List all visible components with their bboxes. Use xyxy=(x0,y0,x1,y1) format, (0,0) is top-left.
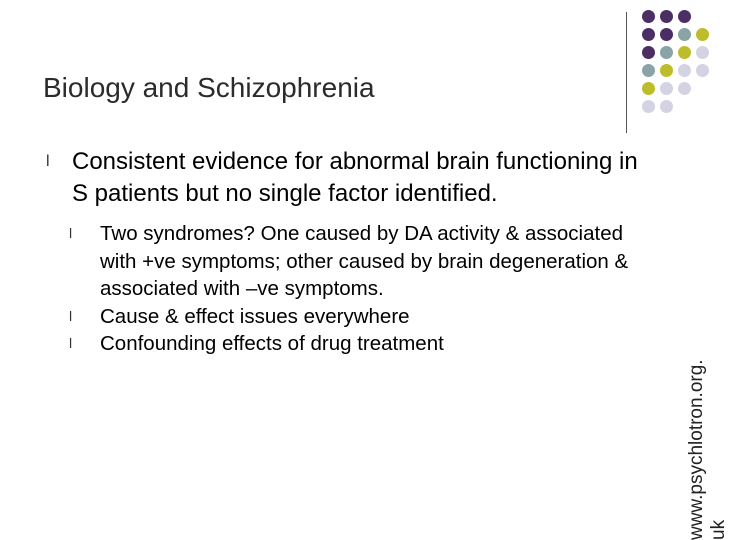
decorative-dot xyxy=(642,100,655,113)
sub-bullet xyxy=(69,330,660,358)
main-bullet xyxy=(46,146,656,210)
decorative-dot-grid xyxy=(638,10,728,140)
decorative-dot xyxy=(660,82,673,95)
website-side-text-line2: uk xyxy=(708,519,729,540)
sub-bullet xyxy=(69,220,660,303)
decorative-dot xyxy=(678,64,691,77)
website-side-text-line1: www.psychlotron.org. xyxy=(686,359,707,540)
decorative-dot xyxy=(696,46,709,59)
decorative-divider xyxy=(626,12,627,133)
decorative-dot xyxy=(642,46,655,59)
bullet-marker: l xyxy=(46,153,50,170)
decorative-dot xyxy=(660,28,673,41)
bullet-marker: l xyxy=(69,307,73,324)
decorative-dot xyxy=(678,46,691,59)
decorative-dot xyxy=(642,28,655,41)
bullet-marker: l xyxy=(69,225,73,241)
decorative-dot xyxy=(660,46,673,59)
decorative-dot xyxy=(660,100,673,113)
decorative-dot xyxy=(678,10,691,23)
sub-bullet-text: Confounding effects of drug treatment xyxy=(100,332,444,355)
decorative-dot xyxy=(660,64,673,77)
sub-bullet-list xyxy=(46,220,656,358)
decorative-dot xyxy=(696,64,709,77)
decorative-dot xyxy=(660,10,673,23)
slide-title: Biology and Schizophrenia xyxy=(43,72,375,103)
slide-body xyxy=(46,146,656,358)
sub-bullet xyxy=(69,303,660,331)
decorative-dot xyxy=(678,28,691,41)
decorative-dot xyxy=(642,82,655,95)
decorative-dot xyxy=(642,10,655,23)
bullet-marker: l xyxy=(69,335,73,351)
decorative-dot xyxy=(696,28,709,41)
decorative-dot xyxy=(678,82,691,95)
sub-bullet-text: Cause & effect issues everywhere xyxy=(100,304,410,328)
decorative-dot xyxy=(642,64,655,77)
sub-bullet-text: Two syndromes? One caused by DA activity & associated with +ve symptoms; other caused by brain degeneration & associated with –ve symptoms. xyxy=(100,222,629,300)
website-side-text xyxy=(686,359,730,540)
main-bullet-text: Consistent evidence for abnormal brain functioning in S patients but no single factor identified. xyxy=(72,148,638,207)
